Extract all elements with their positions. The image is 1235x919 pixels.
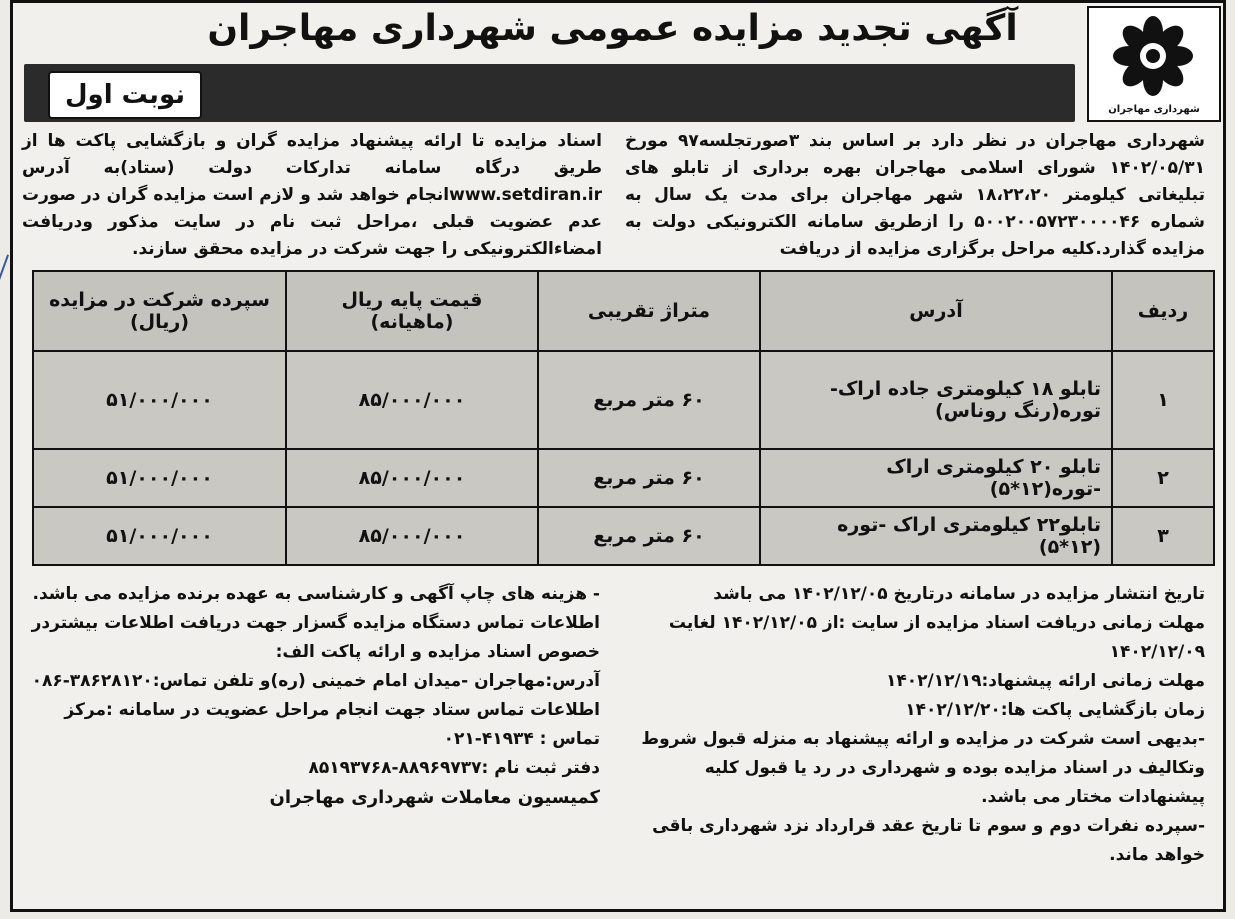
deposit-note: -سپرده نفرات دوم و سوم تا تاریخ عقد قرارداد نزد شهرداری باقی خواهد ماند.: [652, 816, 1205, 865]
signature: کمیسیون معاملات شهرداری مهاجران: [269, 787, 600, 808]
header-address: آدرس: [760, 271, 1112, 351]
intro-paragraph-right: شهرداری مهاجران در نظر دارد بر اساس بند ۳صورتجلسه۹۷ مورخ ۱۴۰۲/۰۵/۳۱ شورای اسلامی مهاجران بهره برداری از تابلو های تبلیغاتی کیلومتر ۱۸،۲۲،۲۰ شهر مهاجران برای مدت یک سال به شماره ۵۰۰۲۰۰۵۷۲۳۰۰۰۰۴۶ را ازطریق سامانه الکترونیکی دولت به مزایده گذارد.کلیه مراحل برگزاری مزایده از دریافت: [625, 131, 1206, 259]
notice-title: آگهی تجدید مزایده عمومی شهرداری مهاجران: [207, 8, 1018, 49]
table-header-row: [33, 271, 1214, 351]
row-base-price: ۸۵/۰۰۰/۰۰۰: [286, 507, 538, 565]
registration-office-line: دفتر ثبت نام :۸۸۹۶۹۷۳۷-۸۵۱۹۳۷۶۸: [308, 758, 600, 778]
row-deposit: ۵۱/۰۰۰/۰۰۰: [33, 351, 286, 449]
auction-details-right: [625, 580, 1205, 870]
cost-note: - هزینه های چاپ آگهی و کارشناسی به عهده برنده مزایده می باشد.: [32, 584, 600, 604]
intro-paragraph-left: اسناد مزایده تا ارائه پیشنهاد مزایده گران و بازگشایی پاکت ها از طریق درگاه سامانه تدارکات دولت (ستاد)به آدرس www.setdiran.irانجام خواهد شد و لازم است مزایده گران در صورت عدم عضویت قبلی ،مراحل ثبت نام در سایت مذکور ودریافت امضاءالکترونیکی را جهت شرکت در مزایده محقق سازند.: [22, 131, 602, 259]
table-row: [33, 507, 1214, 565]
row-address: تابلو۲۲ کیلومتری اراک -توره (۱۲*۵): [760, 507, 1112, 565]
contact-heading: اطلاعات تماس دستگاه مزایده گسزار جهت دریافت اطلاعات بیشتردر خصوص اسناد مزایده و ارائه پاکت الف:: [31, 613, 600, 662]
header-row-number: ردیف: [1112, 271, 1214, 351]
documents-deadline-line: مهلت زمانی دریافت اسناد مزایده از سایت :از ۱۴۰۲/۱۲/۰۵ لغایت ۱۴۰۲/۱۲/۰۹: [668, 613, 1205, 662]
logo-caption: شهرداری مهاجران: [1108, 104, 1200, 115]
row-address: تابلو ۱۸ کیلومتری جاده اراک-توره(رنگ روناس): [760, 351, 1112, 449]
auction-items-table: [32, 270, 1215, 566]
row-number: ۲: [1112, 449, 1214, 507]
opening-date-line: زمان بازگشایی پاکت ها:۱۴۰۲/۱۲/۲۰: [905, 700, 1205, 720]
header-area: متراژ تقریبی: [538, 271, 760, 351]
row-deposit: ۵۱/۰۰۰/۰۰۰: [33, 449, 286, 507]
auction-details-left: [30, 580, 600, 812]
row-base-price: ۸۵/۰۰۰/۰۰۰: [286, 449, 538, 507]
address-phone-line: آدرس:مهاجران -میدان امام خمینی (ره)و تلفن تماس:۳۸۶۲۸۱۲۰-۰۸۶: [31, 671, 600, 691]
publish-date-line: تاریخ انتشار مزایده در سامانه درتاریخ ۱۴۰۲/۱۲/۰۵ می باشد: [713, 584, 1205, 604]
table-row: [33, 351, 1214, 449]
row-number: ۱: [1112, 351, 1214, 449]
table-row: [33, 449, 1214, 507]
row-base-price: ۸۵/۰۰۰/۰۰۰: [286, 351, 538, 449]
row-area: ۶۰ متر مربع: [538, 449, 760, 507]
flower-logo-icon: [1108, 14, 1198, 98]
row-number: ۳: [1112, 507, 1214, 565]
round-badge: نوبت اول: [48, 71, 202, 119]
proposal-deadline-line: مهلت زمانی ارائه پیشنهاد:۱۴۰۲/۱۲/۱۹: [886, 671, 1205, 691]
header-deposit: سپرده شرکت در مزایده (ریال): [33, 271, 286, 351]
row-area: ۶۰ متر مربع: [538, 351, 760, 449]
terms-note: -بدیهی است شرکت در مزایده و ارائه پیشنهاد به منزله قبول شروط وتکالیف در اسناد مزایده بوده و شهرداری در رد یا قبول کلیه پیشنهادات مختار می باشد.: [641, 729, 1205, 807]
setad-contact-line: اطلاعات تماس ستاد جهت انجام مراحل عضویت در سامانه :مرکز تماس : ۴۱۹۳۴-۰۲۱: [64, 700, 600, 749]
header-base-price: قیمت پایه ریال (ماهیانه): [286, 271, 538, 351]
row-address: تابلو ۲۰ کیلومتری اراک -توره(۱۲*۵): [760, 449, 1112, 507]
row-area: ۶۰ متر مربع: [538, 507, 760, 565]
row-deposit: ۵۱/۰۰۰/۰۰۰: [33, 507, 286, 565]
municipality-logo: [1087, 6, 1221, 122]
